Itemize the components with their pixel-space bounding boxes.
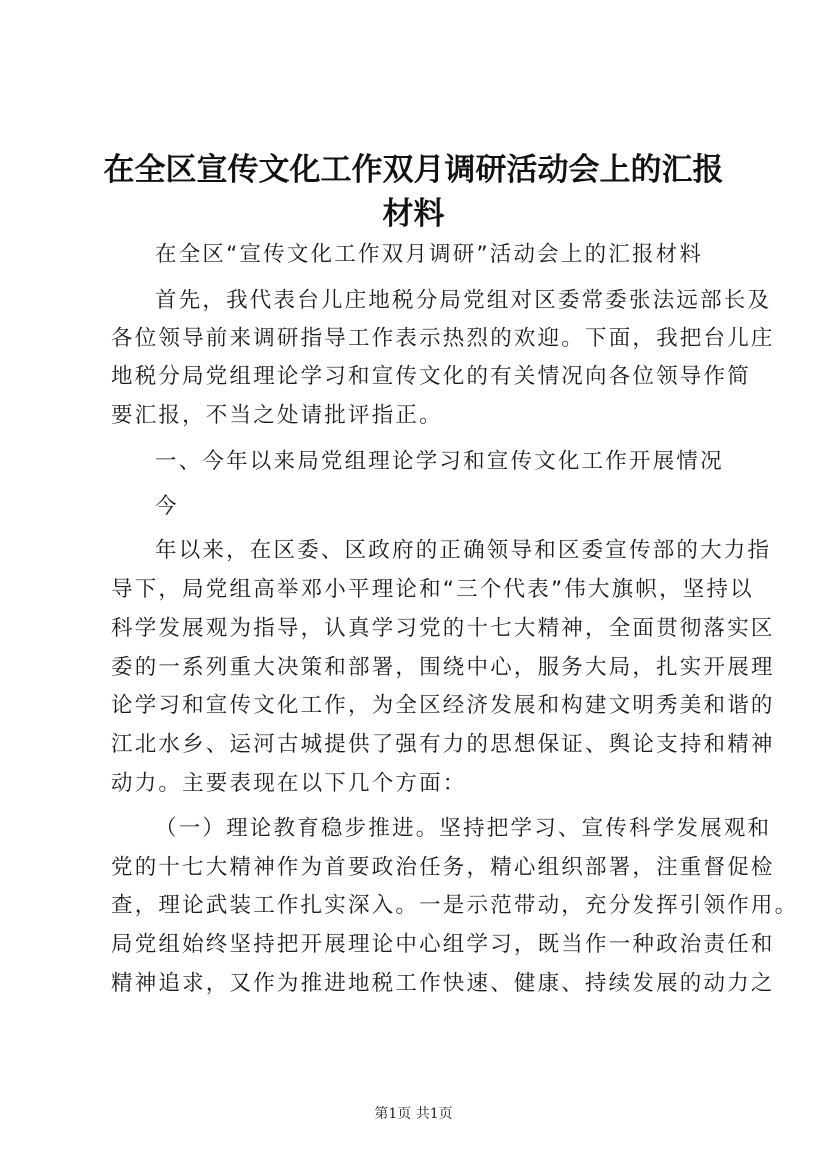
page-number-footer: 第1页 共1页: [374, 1106, 453, 1122]
body-line: 局党组始终坚持把开展理论中心组学习，既当作一种政治责任和: [111, 932, 775, 957]
body-line: 首先，我代表台儿庄地税分局党组对区委常委张法远部长及: [155, 288, 772, 313]
body-line: 要汇报，不当之处请批评指正。: [111, 403, 443, 428]
subsection-heading: （一）理论教育稳步推进。坚持把学习、宣传科学发展观和: [155, 816, 772, 841]
body-line: 科学发展观为指导，认真学习党的十七大精神，全面贯彻落实区: [111, 616, 775, 641]
body-line: 各位领导前来调研指导工作表示热烈的欢迎。下面，我把台儿庄: [111, 326, 775, 351]
body-line: 江北水乡、运河古城提供了强有力的思想保证、舆论支持和精神: [111, 732, 775, 757]
body-line: 查，理论武装工作扎实深入。一是示范带动，充分发挥引领作用。: [111, 893, 799, 918]
body-line: 党的十七大精神作为首要政治任务，精心组织部署，注重督促检: [111, 855, 775, 880]
body-line: 年以来，在区委、区政府的正确领导和区委宣传部的大力指: [155, 538, 772, 563]
body-line: 委的一系列重大决策和部署，围绕中心，服务大局，扎实开展理: [111, 655, 775, 680]
document-title-line-1: 在全区宣传文化工作双月调研活动会上的汇报: [103, 152, 724, 188]
subtitle-line: 在全区“宣传文化工作双月调研”活动会上的汇报材料: [155, 242, 704, 267]
section-heading: 一、今年以来局党组理论学习和宣传文化工作开展情况: [155, 449, 724, 474]
document-title-line-2: 材料: [382, 196, 445, 232]
body-line: 地税分局党组理论学习和宣传文化的有关情况向各位领导作简: [111, 364, 751, 389]
body-line: 论学习和宣传文化工作，为全区经济发展和构建文明秀美和谐的: [111, 693, 775, 718]
body-line: 精神追求，又作为推进地税工作快速、健康、持续发展的动力之: [111, 971, 775, 996]
body-line: 导下，局党组高举邓小平理论和“三个代表”伟大旗帜，坚持以: [111, 577, 754, 602]
body-line: 动力。主要表现在以下几个方面：: [111, 771, 467, 796]
body-line: 今: [155, 494, 179, 519]
